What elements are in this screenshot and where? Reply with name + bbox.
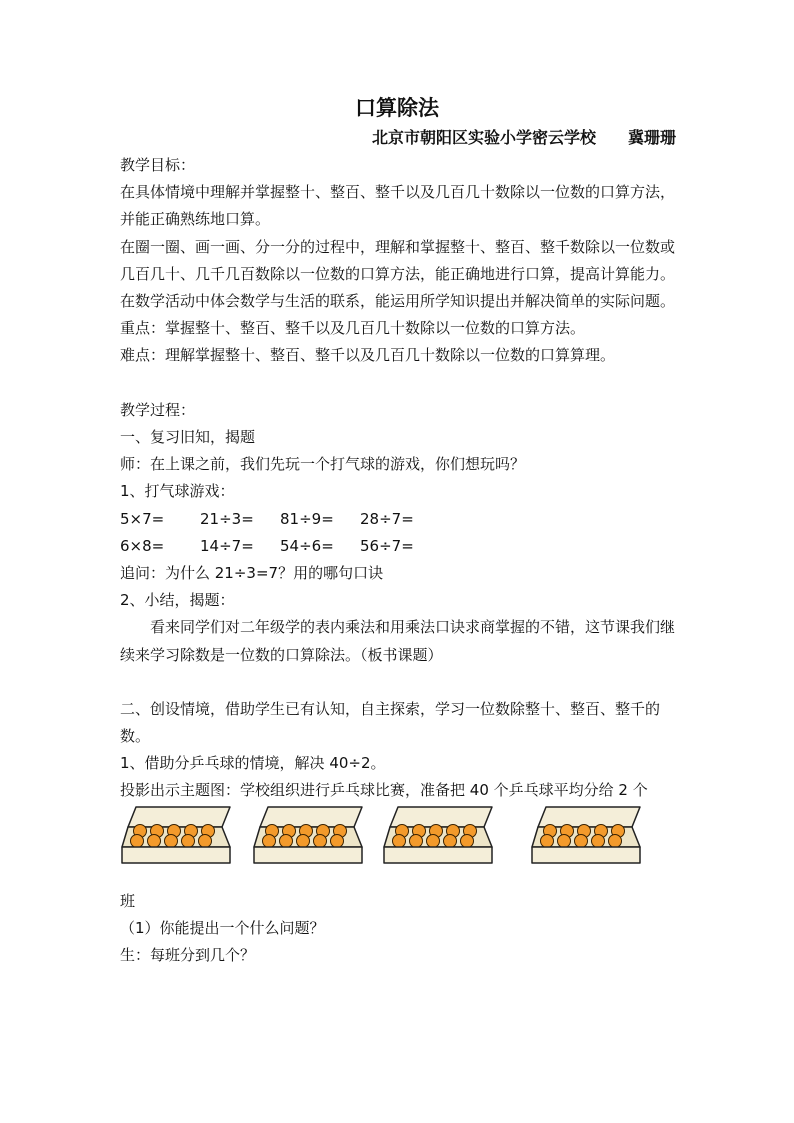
- ping-pong-ball: [148, 834, 161, 847]
- ping-pong-ball: [592, 834, 605, 847]
- game-item: 5×7=: [120, 509, 165, 528]
- ping-pong-ball: [410, 834, 423, 847]
- document-title: 口算除法: [355, 95, 439, 120]
- game-item: 14÷7=: [200, 536, 254, 555]
- game-item: 21÷3=: [200, 509, 254, 528]
- paragraph: 师：在上课之前，我们先玩一个打气球的游戏，你们想玩吗？: [120, 455, 526, 474]
- paragraph: 在圈一圈、画一画、分一分的过程中，理解和掌握整十、整百、整千数除以一位数或几百几十、几千几百数除以一位数的口算方法，能正确地进行口算，提高计算能力。: [120, 237, 676, 283]
- ping-pong-ball: [541, 834, 554, 847]
- paragraph: 教学过程：: [120, 400, 196, 419]
- ping-pong-ball: [314, 834, 327, 847]
- box-front: [384, 847, 492, 863]
- ping-pong-ball: [297, 834, 310, 847]
- box-lid: [128, 807, 230, 827]
- paragraphs-middle: [120, 560, 676, 614]
- ping-pong-boxes-illustration: [120, 805, 676, 888]
- box-lid: [538, 807, 640, 827]
- ping-pong-ball: [182, 834, 195, 847]
- paragraph: 教学目标：: [120, 156, 196, 174]
- paragraph: （1）你能提出一个什么问题？: [120, 918, 325, 937]
- box-front: [122, 847, 230, 863]
- paragraph: 难点：理解掌握整十、整百、整千以及几百几十数除以一位数的口算算理。: [120, 346, 616, 365]
- ping-pong-ball: [461, 834, 474, 847]
- paragraph: 一、复习旧知，揭题: [120, 428, 256, 447]
- paragraph: 2、小结，揭题：: [120, 591, 235, 610]
- box-lid: [260, 807, 362, 827]
- game-item: 6×8=: [120, 536, 165, 555]
- paragraph: 二、创设情境，借助学生已有认知，自主探索，学习一位数除整十、整百、整千的数。: [120, 699, 661, 746]
- ball-box: [382, 805, 498, 869]
- paragraph: 生：每班分到几个？: [120, 946, 256, 965]
- paragraph: 追问：为什么 21÷3=7？用的哪句口诀: [120, 564, 384, 583]
- box-front: [532, 847, 640, 863]
- ping-pong-ball: [575, 834, 588, 847]
- paragraph: 在数学活动中体会数学与生活的联系，能运用所学知识提出并解决简单的实际问题。: [120, 292, 676, 311]
- paragraph: 重点：掌握整十、整百、整千以及几百几十数除以一位数的口算方法。: [120, 319, 586, 338]
- blank-line: [120, 669, 676, 696]
- author-line: 北京市朝阳区实验小学密云学校 冀珊珊: [371, 128, 676, 147]
- ball-box: [120, 805, 236, 869]
- paragraphs-section2: [120, 696, 676, 805]
- ball-box: [530, 805, 646, 869]
- paragraph: 班: [120, 891, 136, 910]
- game-item: 56÷7=: [360, 536, 414, 555]
- paragraph: 投影出示主题图：学校组织进行乒乓球比赛，准备把 40 个乒乓球平均分给 2 个: [120, 781, 648, 800]
- game-item: 81÷9=: [280, 509, 334, 528]
- box-front: [254, 847, 362, 863]
- ping-pong-ball: [427, 834, 440, 847]
- paragraphs-after: [120, 888, 676, 970]
- ping-pong-ball: [393, 834, 406, 847]
- game-item: 28÷7=: [360, 509, 414, 528]
- paragraphs-before: [120, 152, 676, 506]
- ping-pong-ball: [331, 834, 344, 847]
- game-row-1: [120, 506, 676, 533]
- ping-pong-ball: [609, 834, 622, 847]
- ping-pong-ball: [263, 834, 276, 847]
- summary-paragraph: 看来同学们对二年级学的表内乘法和用乘法口诀求商掌握的不错，这节课我们继续来学习除数是一位数的口算除法。（板书课题）: [120, 618, 676, 664]
- document-body: [120, 152, 676, 969]
- ball-box: [252, 805, 368, 869]
- ping-pong-ball: [280, 834, 293, 847]
- ping-pong-ball: [558, 834, 571, 847]
- ping-pong-ball: [444, 834, 457, 847]
- box-lid: [390, 807, 492, 827]
- paragraph: 在具体情境中理解并掌握整十、整百、整千以及几百几十数除以一位数的口算方法，并能正确熟练地口算。: [120, 183, 676, 229]
- ping-pong-ball: [165, 834, 178, 847]
- game-row-2: [120, 533, 676, 560]
- paragraph: 1、借助分乒乓球的情境，解决 40÷2。: [120, 754, 386, 773]
- game-item: 54÷6=: [280, 536, 334, 555]
- ping-pong-ball: [131, 834, 144, 847]
- paragraph: 1、打气球游戏：: [120, 482, 235, 501]
- ping-pong-ball: [199, 834, 212, 847]
- paragraph: [120, 370, 676, 397]
